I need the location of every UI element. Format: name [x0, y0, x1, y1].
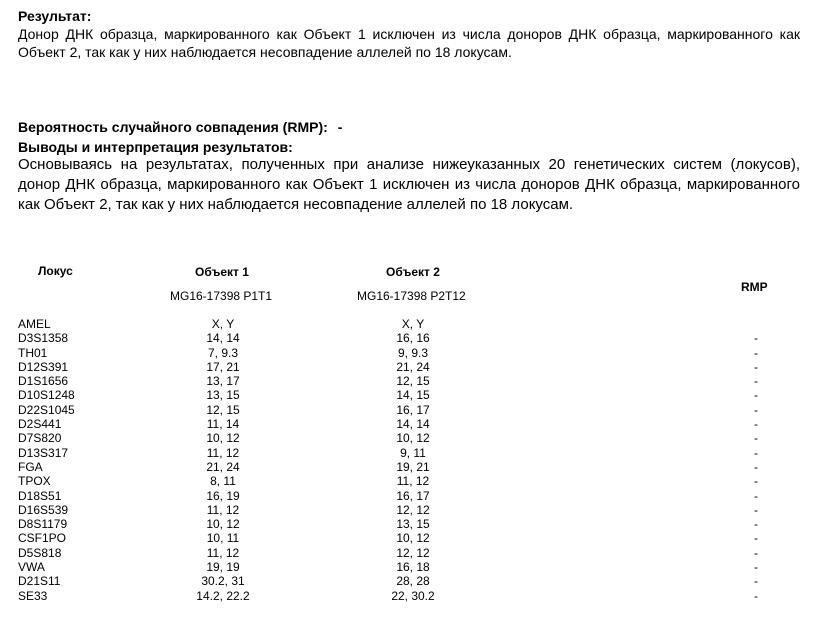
object-1-alleles: 11, 12 [206, 502, 240, 517]
object-2-alleles: 16, 18 [396, 560, 430, 575]
locus-cell: D12S391 [18, 359, 69, 374]
object-2-alleles: 12, 12 [396, 545, 430, 560]
object-2-alleles: 9, 9.3 [397, 345, 429, 360]
table-row [0, 446, 817, 460]
rmp-cell: - [754, 388, 758, 403]
sample-id-object-1: MG16-17398 P1T1 [170, 289, 273, 303]
rmp-cell: - [754, 588, 758, 603]
rmp-cell: - [754, 417, 758, 432]
object-2-alleles: X, Y [401, 317, 425, 331]
object-2-alleles: 14, 15 [396, 388, 430, 403]
table-row [0, 531, 817, 545]
object-1-alleles: 10, 12 [206, 517, 240, 532]
object-1-alleles: 14.2, 22.2 [196, 588, 250, 603]
table-row [0, 417, 817, 431]
rmp-cell: - [754, 331, 758, 346]
locus-cell: CSF1PO [18, 531, 67, 546]
rmp-value: - [337, 119, 343, 135]
locus-cell: D10S1248 [18, 388, 75, 403]
table-row [0, 317, 817, 331]
locus-cell: D13S317 [18, 445, 69, 460]
object-1-alleles: 10, 11 [206, 531, 240, 546]
rmp-cell: - [754, 474, 758, 489]
object-1-alleles: 19, 19 [206, 560, 240, 575]
table-row [0, 503, 817, 517]
object-1-alleles: 11, 12 [206, 545, 240, 560]
object-2-alleles: 9, 11 [400, 445, 426, 460]
object-1-alleles: X, Y [211, 317, 235, 331]
object-2-alleles: 12, 12 [396, 502, 430, 517]
object-1-alleles: 11, 12 [206, 445, 240, 460]
locus-cell: FGA [18, 459, 43, 474]
rmp-cell: - [754, 574, 758, 589]
header-object-2: Объект 2 [386, 265, 440, 279]
table-row [0, 546, 817, 560]
object-1-alleles: 21, 24 [206, 459, 240, 474]
object-1-alleles: 14, 14 [206, 331, 240, 346]
locus-cell: TH01 [18, 345, 48, 360]
rmp-label: Вероятность случайного совпадения (RMP): [18, 119, 328, 135]
conclusions-heading: Выводы и интерпретация результатов: [18, 139, 293, 155]
object-1-alleles: 30.2, 31 [201, 574, 245, 589]
object-1-alleles: 13, 17 [206, 374, 240, 389]
rmp-summary [18, 119, 342, 135]
locus-cell: D7S820 [18, 431, 62, 446]
locus-cell: D22S1045 [18, 402, 75, 417]
rmp-cell: - [754, 459, 758, 474]
object-2-alleles: 16, 17 [396, 402, 430, 417]
object-2-alleles: 11, 12 [396, 474, 430, 489]
object-2-alleles: 28, 28 [396, 574, 430, 589]
object-1-alleles: 16, 19 [206, 488, 240, 503]
object-2-alleles: 16, 16 [396, 331, 430, 346]
header-locus: Локус [38, 264, 73, 278]
object-1-alleles: 12, 15 [206, 402, 240, 417]
object-1-alleles: 8, 11 [210, 474, 236, 489]
locus-cell: D21S11 [18, 574, 61, 589]
rmp-cell: - [754, 359, 758, 374]
rmp-cell: - [754, 545, 758, 560]
header-rmp: RMP [741, 280, 768, 294]
rmp-cell: - [754, 502, 758, 517]
locus-cell: D18S51 [18, 488, 62, 503]
object-2-alleles: 22, 30.2 [391, 588, 435, 603]
result-text: Донор ДНК образца, маркированного как Объект 1 исключен из числа доноров ДНК образца, маркированного как Объект 2, так как у них наблюдается несовпадение аллелей по 18 локусам. [18, 26, 800, 60]
locus-cell: D1S1656 [18, 374, 69, 389]
locus-cell: AMEL [18, 317, 51, 331]
locus-cell: D5S818 [18, 545, 62, 560]
locus-cell: D3S1358 [18, 331, 69, 346]
object-2-alleles: 14, 14 [396, 417, 430, 432]
rmp-cell: - [754, 374, 758, 389]
table-row [0, 574, 817, 588]
rmp-cell: - [754, 531, 758, 546]
table-row [0, 360, 817, 374]
object-2-alleles: 10, 12 [396, 431, 430, 446]
locus-cell: SE33 [18, 588, 48, 603]
rmp-cell: - [754, 345, 758, 360]
object-1-alleles: 13, 15 [206, 388, 240, 403]
object-1-alleles: 7, 9.3 [207, 345, 239, 360]
object-2-alleles: 12, 15 [396, 374, 430, 389]
header-object-1: Объект 1 [195, 265, 249, 279]
table-row [0, 460, 817, 474]
table-row [0, 489, 817, 503]
table-row [0, 589, 817, 603]
locus-cell: D8S1179 [18, 517, 68, 532]
object-1-alleles: 17, 21 [206, 359, 240, 374]
object-2-alleles: 19, 21 [396, 459, 430, 474]
table-row [0, 374, 817, 388]
table-row [0, 431, 817, 445]
result-heading: Результат: [18, 8, 92, 24]
loci-table [0, 317, 817, 603]
locus-cell: D2S441 [18, 417, 62, 432]
object-2-alleles: 10, 12 [396, 531, 430, 546]
rmp-cell: - [754, 517, 758, 532]
rmp-cell: - [754, 431, 758, 446]
rmp-cell: - [754, 560, 758, 575]
object-2-alleles: 16, 17 [396, 488, 430, 503]
table-row [0, 346, 817, 360]
table-row [0, 331, 817, 345]
object-1-alleles: 11, 14 [206, 417, 240, 432]
table-row [0, 517, 817, 531]
sample-id-object-2: MG16-17398 P2T12 [357, 289, 466, 303]
locus-cell: VWA [18, 560, 45, 575]
locus-cell: TPOX [18, 474, 51, 489]
conclusions-text: Основываясь на результатах, полученных при анализе нижеуказанных 20 генетических систем (локусов), донор ДНК образца, маркированного как Объект 1 исключен из числа доноров ДНК образца, маркированного как Объект 2, так как у них наблюдается несовпадение аллелей по 18 локусам. [18, 156, 800, 213]
object-1-alleles: 10, 12 [206, 431, 240, 446]
rmp-cell: - [754, 445, 758, 460]
rmp-cell: - [754, 488, 758, 503]
table-row [0, 388, 817, 402]
rmp-cell: - [754, 402, 758, 417]
table-row [0, 403, 817, 417]
locus-cell: D16S539 [18, 502, 69, 517]
object-2-alleles: 13, 15 [396, 517, 430, 532]
table-row [0, 560, 817, 574]
object-2-alleles: 21, 24 [396, 359, 430, 374]
table-row [0, 474, 817, 488]
